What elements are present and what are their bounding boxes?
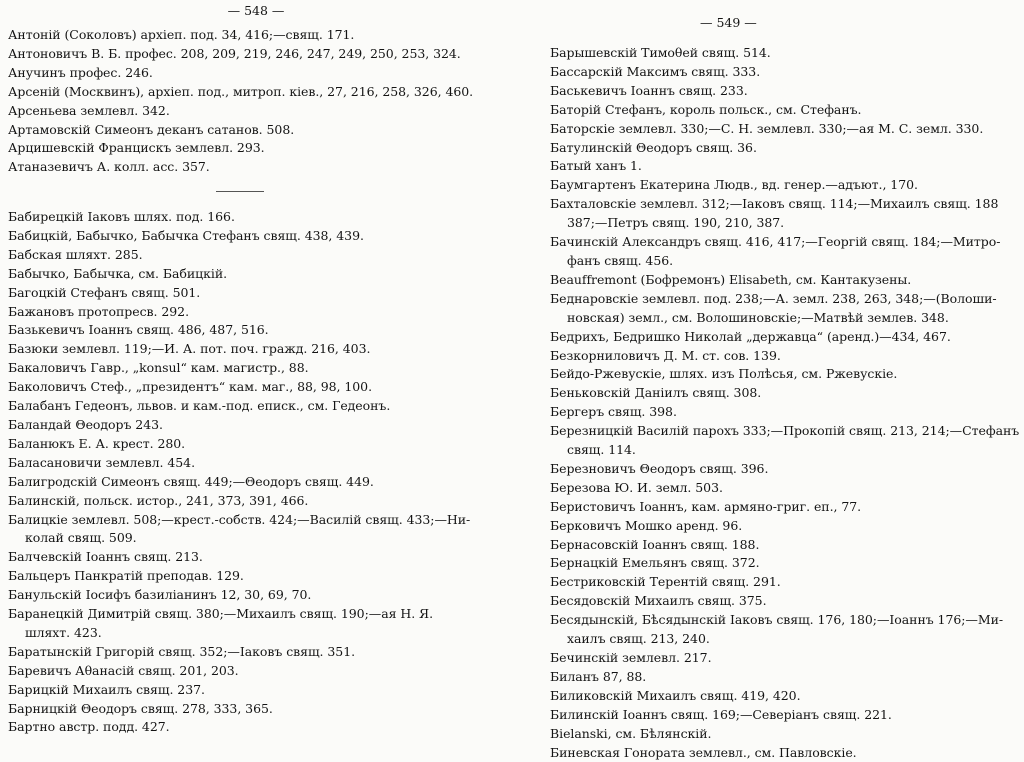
- index-entry: Bielanski, см. Бѣлянскій.: [550, 725, 712, 741]
- index-entry: Баландай Θеодоръ 243.: [8, 416, 163, 432]
- index-entry: Бедрихъ, Бедришко Николай „державца“ (аренд.)—434, 467.: [550, 328, 951, 344]
- index-entry: Беднаровскіе землевл. под. 238;—А. земл. 238, 263, 348;—(Волоши-: [550, 290, 997, 306]
- index-entry: Бабирецкій Іаковъ шлях. под. 166.: [8, 209, 235, 224]
- index-entry: Бабычко, Бабычка, см. Бабицкій.: [8, 265, 228, 281]
- index-entry: Бесядовскій Михаилъ свящ. 375.: [550, 593, 767, 609]
- index-entry: Балигродскій Симеонъ свящ. 449;—Θеодоръ свящ. 449.: [8, 473, 374, 489]
- index-entry: Базькевичъ Іоаннъ свящ. 486, 487, 516.: [8, 322, 269, 338]
- index-entry: Банульскій Іосифъ базиліанинъ 12, 30, 69, 70.: [8, 587, 312, 603]
- index-entry: хаилъ свящ. 213, 240.: [567, 631, 710, 647]
- index-entry: Биневская Гонората землевл., см. Павловскіе.: [550, 744, 857, 760]
- index-entry: Биликовскій Михаилъ свящ. 419, 420.: [550, 687, 801, 703]
- index-entry: Бабицкій, Бабычко, Бабычка Стефанъ свящ. 438, 439.: [8, 227, 364, 243]
- index-entry: Артамовскій Симеонъ деканъ сатанов. 508.: [8, 121, 295, 137]
- index-entry: Бернацкій Емельянъ свящ. 372.: [550, 555, 760, 571]
- index-entry: Батулинскій Θеодоръ свящ. 36.: [550, 139, 757, 155]
- index-entry: свящ. 114.: [567, 442, 636, 458]
- index-entry: новская) земл., см. Волошиновскіе;—Матвѣй землев. 348.: [567, 309, 949, 325]
- index-entry: Биланъ 87, 88.: [550, 668, 647, 684]
- index-entry: Бартно австр. подд. 427.: [8, 719, 170, 735]
- index-entry: Березова Ю. И. земл. 503.: [550, 479, 723, 495]
- index-entry: Балинскій, польск. истор., 241, 373, 391, 466.: [8, 492, 309, 508]
- index-entry: Баськевичъ Іоаннъ свящ. 233.: [550, 82, 748, 98]
- index-entry: Атаназевичъ А. колл. асс. 357.: [8, 159, 210, 175]
- index-entry: Бачинскій Александръ свящ. 416, 417;—Георгій свящ. 184;—Митро-: [550, 234, 1001, 250]
- index-entry: Баколовичъ Стеф., „президентъ“ кам. маг., 88, 98, 100.: [8, 379, 373, 395]
- index-entry: Берковичъ Мошко аренд. 96.: [550, 517, 743, 533]
- index-entry: Балицкіе землевл. 508;—крест.-собств. 424;—Василій свящ. 433;—Ни-: [8, 511, 471, 527]
- index-entry: Бакаловичъ Гавр., „konsul“ кам. магистр., 88.: [8, 360, 309, 376]
- index-entry: Beauffremont (Бофремонъ) Elisabeth, см. Кантакузены.: [550, 271, 912, 287]
- index-entry: Бергеръ свящ. 398.: [550, 404, 677, 420]
- index-entry: Березницкій Василій парохъ 333;—Прокопій свящ. 213, 214;—Стефанъ: [550, 423, 1020, 439]
- index-entry: Березновичъ Θеодоръ свящ. 396.: [550, 460, 769, 476]
- index-entry: Баревичъ Аθанасій свящ. 201, 203.: [8, 662, 239, 678]
- index-entry: Бечинскій землевл. 217.: [550, 650, 712, 665]
- index-entry: Беристовичъ Іоаннъ, кам. армяно-григ. еп., 77.: [550, 498, 862, 514]
- index-entry: 387;—Петръ свящ. 190, 210, 387.: [567, 215, 785, 231]
- index-entry: Бернасовскій Іоаннъ свящ. 188.: [550, 536, 760, 552]
- index-entry: Антоновичъ В. Б. профес. 208, 209, 219, 246, 247, 249, 250, 253, 324.: [8, 45, 461, 61]
- index-entry: Баранецкій Димитрій свящ. 380;—Михаилъ свящ. 190;—ая Н. Я.: [8, 606, 434, 622]
- index-entry: колай свящ. 509.: [25, 530, 137, 546]
- index-entry: Баторій Стефанъ, король польск., см. Стефанъ.: [550, 101, 862, 117]
- index-entry: Арсеньева землевл. 342.: [8, 102, 170, 118]
- index-entry: Арсеній (Москвинъ), архіеп. под., митроп. кіев., 27, 216, 258, 326, 460.: [8, 83, 474, 99]
- index-entry: Бестриковскій Терентій свящ. 291.: [550, 574, 781, 590]
- index-entry: Баумгартенъ Екатерина Людв., вд. генер.—адъют., 170.: [550, 177, 918, 193]
- index-entry: Баласановичи землевл. 454.: [8, 454, 196, 470]
- index-entry: Багоцкій Стефанъ свящ. 501.: [8, 284, 201, 300]
- section-divider: [216, 191, 264, 192]
- index-entry: Барицкій Михаилъ свящ. 237.: [8, 681, 205, 697]
- index-list-b: [8, 208, 508, 737]
- index-entry: Батый ханъ 1.: [550, 158, 642, 174]
- index-entry: Бабская шляхт. 285.: [8, 246, 143, 262]
- index-entry: Бассарскій Максимъ свящ. 333.: [550, 63, 761, 79]
- page-number: — 549 —: [700, 15, 757, 30]
- index-entry: Беньковскій Даніилъ свящ. 308.: [550, 385, 762, 401]
- index-entry: Бейдо-Ржевускіе, шлях. изъ Полѣсья, см. Ржевускіе.: [550, 366, 898, 382]
- index-entry: Безкорниловичъ Д. М. ст. сов. 139.: [550, 347, 781, 363]
- index-entry: Бахталовскіе землевл. 312;—Іаковъ свящ. 114;—Михаилъ свящ. 188: [550, 196, 999, 212]
- index-list-a: [8, 26, 508, 177]
- index-entry: Арцишевскій Францискъ землевл. 293.: [8, 140, 265, 156]
- index-entry: Баторскіе землевл. 330;—С. Н. землевл. 330;—ая М. С. земл. 330.: [550, 120, 984, 136]
- index-entry: фанъ свящ. 456.: [567, 252, 674, 268]
- index-list: [550, 44, 1020, 762]
- index-entry: Баратынскій Григорій свящ. 352;—Іаковъ свящ. 351.: [8, 643, 356, 659]
- index-entry: Барышевскій Тимоθей свящ. 514.: [550, 45, 771, 60]
- index-entry: Баланюкъ Е. А. крест. 280.: [8, 435, 186, 451]
- index-entry: Балабанъ Гедеонъ, львов. и кам.-под. еписк., см. Гедеонъ.: [8, 398, 391, 414]
- index-entry: шляхт. 423.: [25, 624, 102, 640]
- index-entry: Билинскій Іоаннъ свящ. 169;—Северіанъ свящ. 221.: [550, 706, 892, 722]
- index-entry: Базюки землевл. 119;—И. А. пот. поч. гражд. 216, 403.: [8, 341, 371, 357]
- index-entry: Балчевскій Іоаннъ свящ. 213.: [8, 549, 203, 565]
- index-entry: Антоній (Соколовъ) архіеп. под. 34, 416;—свящ. 171.: [8, 27, 355, 42]
- page-number: — 548 —: [227, 3, 285, 18]
- index-entry: Бальцеръ Панкратій преподав. 129.: [8, 568, 244, 584]
- index-entry: Бесядынскій, Бѣсядынскій Іаковъ свящ. 176, 180;—Іоаннъ 176;—Ми-: [550, 612, 1004, 628]
- index-entry: Анучинъ профес. 246.: [8, 64, 153, 80]
- index-entry: Бажановъ протопресв. 292.: [8, 303, 190, 319]
- index-entry: Барницкій Θеодоръ свящ. 278, 333, 365.: [8, 700, 273, 716]
